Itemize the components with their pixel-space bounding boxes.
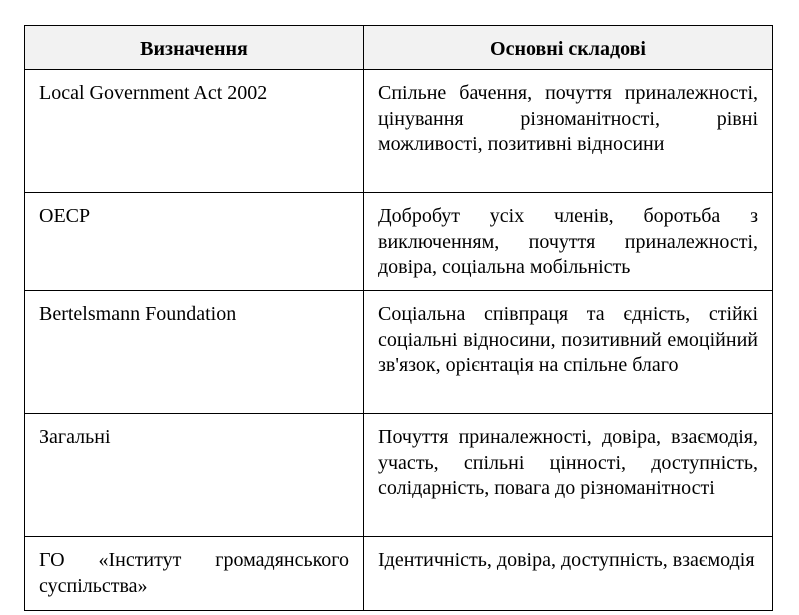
table-row bbox=[25, 537, 773, 611]
components-cell: Спільне бачення, почуття приналежності, цінування різноманітності, рівні можливості, позитивні відносини bbox=[364, 70, 773, 193]
table-row bbox=[25, 193, 773, 291]
definitions-table bbox=[24, 25, 773, 611]
definition-cell: Local Government Act 2002 bbox=[25, 70, 364, 193]
definition-cell: ГО «Інститут громадянського суспільства» bbox=[25, 537, 364, 611]
components-cell: Соціальна співпраця та єдність, стійкі соціальні відносини, позитивний емоційний зв'язок, орієнтація на спільне благо bbox=[364, 291, 773, 414]
components-cell: Добробут усіх членів, боротьба з виключенням, почуття приналежності, довіра, соціальна мобільність bbox=[364, 193, 773, 291]
header-components: Основні складові bbox=[364, 26, 773, 70]
definition-cell: Загальні bbox=[25, 414, 364, 537]
header-definition: Визначення bbox=[25, 26, 364, 70]
definition-cell: Bertelsmann Foundation bbox=[25, 291, 364, 414]
components-cell: Почуття приналежності, довіра, взаємодія, участь, спільні цінності, доступність, солідарність, повага до різноманітності bbox=[364, 414, 773, 537]
table-header-row bbox=[25, 26, 773, 70]
table-row bbox=[25, 70, 773, 193]
definition-cell: OECP bbox=[25, 193, 364, 291]
table-row bbox=[25, 414, 773, 537]
table-row bbox=[25, 291, 773, 414]
components-cell: Ідентичність, довіра, доступність, взаємодія bbox=[364, 537, 773, 611]
